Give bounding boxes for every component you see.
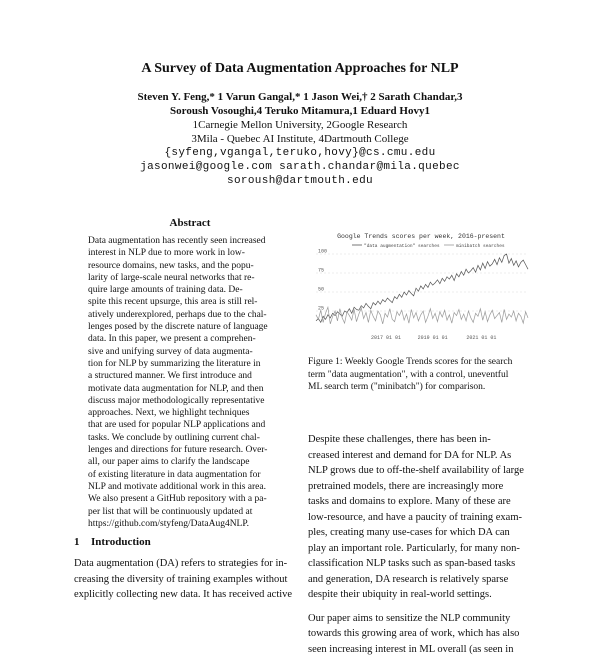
abstract-line: all, our paper aims to clarify the landscape xyxy=(88,456,292,468)
caption-line: Figure 1: Weekly Google Trends scores for the search xyxy=(308,356,534,369)
affiliation-line-2: 3Mila - Quebec AI Institute, 4Dartmouth College xyxy=(0,132,600,146)
paragraph-2-line: towards this growing area of work, which has also xyxy=(308,626,534,642)
paragraph-1-line: NLP grows due to off-the-shelf availability of large xyxy=(308,463,534,479)
introduction-line: creasing the diversity of training examples without xyxy=(74,572,300,588)
abstract-line: approaches. Next, we highlight techniques xyxy=(88,407,292,419)
paper-title: A Survey of Data Augmentation Approaches for NLP xyxy=(0,60,600,77)
paragraph-1-line: play an important role. Particularly, for many non- xyxy=(308,541,534,557)
abstract-line: resource domains, new tasks, and the popu- xyxy=(88,260,292,272)
email-line-2: jasonwei@google.com sarath.chandar@mila.quebec xyxy=(0,160,600,174)
abstract-body xyxy=(88,235,292,530)
abstract-line: lenges posed by the discrete nature of language xyxy=(88,321,292,333)
paragraph-1-line: low-resource, and have a paucity of training exam- xyxy=(308,510,534,526)
paragraph-1-line: and generation, DA research is relatively sparse xyxy=(308,572,534,588)
paragraph-1 xyxy=(308,432,534,603)
paragraph-1-line: Despite these challenges, there has been in- xyxy=(308,432,534,448)
abstract-line: NLP and motivate additional work in this area. xyxy=(88,481,292,493)
abstract-line: that are used for popular NLP applications and xyxy=(88,419,292,431)
y-tick-label: 75 xyxy=(318,268,324,274)
introduction-body xyxy=(74,556,300,603)
abstract-line: Data augmentation has recently seen increased xyxy=(88,235,292,247)
y-tick-label: 100 xyxy=(318,249,327,255)
introduction-line: Data augmentation (DA) refers to strategies for in- xyxy=(74,556,300,572)
caption-line: ML search term ("minibatch") for comparison. xyxy=(308,381,534,394)
introduction-line: explicitly collecting new data. It has received active xyxy=(74,587,300,603)
x-tick-label: 2017 01 01 xyxy=(371,335,401,341)
chart-title: Google Trends scores per week, 2016-present xyxy=(337,233,505,240)
abstract-line: quire large amounts of training data. De- xyxy=(88,284,292,296)
abstract-line: atively underexplored, perhaps due to the chal- xyxy=(88,309,292,321)
abstract-line: tasks. We conclude by outlining current chal- xyxy=(88,432,292,444)
legend-label-series-2: minibatch searches xyxy=(456,243,505,249)
section-number: 1 xyxy=(74,535,91,549)
affiliation-line-1: 1Carnegie Mellon University, 2Google Research xyxy=(0,118,600,132)
email-line-1: {syfeng,vgangal,teruko,hovy}@cs.cmu.edu xyxy=(0,146,600,160)
authors-line-1: Steven Y. Feng,* 1 Varun Gangal,* 1 Jason Wei,† 2 Sarath Chandar,3 xyxy=(0,90,600,104)
abstract-line: https://github.com/styfeng/DataAug4NLP. xyxy=(88,518,292,530)
figure-caption xyxy=(308,356,534,394)
series-line-2 xyxy=(316,307,528,324)
section-title: Introduction xyxy=(91,536,151,548)
abstract-line: lenges and directions for future research. Over- xyxy=(88,444,292,456)
section-heading xyxy=(74,535,300,549)
chart-tick-labels xyxy=(318,249,496,342)
abstract-line: data. In this paper, we present a comprehen- xyxy=(88,333,292,345)
series-line-1 xyxy=(316,254,528,322)
paragraph-1-line: creased interest and demand for DA for NLP. As xyxy=(308,448,534,464)
abstract-line: larity of large-scale neural networks that re- xyxy=(88,272,292,284)
y-tick-label: 50 xyxy=(318,287,324,293)
abstract-line: a structured manner. We first introduce and xyxy=(88,370,292,382)
right-column-body xyxy=(308,432,534,657)
legend-label-series-1: "data augmentation" searches xyxy=(364,243,440,249)
paragraph-1-line: despite their ubiquity in real-world settings. xyxy=(308,587,534,603)
paragraph-1-line: tasks and domains to explore. Many of these are xyxy=(308,494,534,510)
trends-chart xyxy=(308,230,534,352)
paper-header xyxy=(0,90,600,188)
chart-series-group xyxy=(316,254,528,324)
abstract-line: interest in NLP due to more work in low- xyxy=(88,247,292,259)
abstract-line: spite this recent upsurge, this area is still rel- xyxy=(88,296,292,308)
authors-line-2: Soroush Vosoughi,4 Teruko Mitamura,1 Eduard Hovy1 xyxy=(0,104,600,118)
abstract-line: motivate data augmentation for NLP, and then xyxy=(88,383,292,395)
abstract-line: tion for NLP by summarizing the literature in xyxy=(88,358,292,370)
paragraph-1-line: ples, creating many use-cases for which DA can xyxy=(308,525,534,541)
caption-line: term "data augmentation", with a control, uneventful xyxy=(308,369,534,382)
abstract-line: sive and unifying survey of data augmenta- xyxy=(88,346,292,358)
paragraph-2-line: Our paper aims to sensitize the NLP community xyxy=(308,611,534,627)
x-tick-label: 2019 01 01 xyxy=(418,335,448,341)
email-line-3: soroush@dartmouth.edu xyxy=(0,174,600,188)
abstract-heading: Abstract xyxy=(86,216,294,230)
abstract-line: of existing literature in data augmentation for xyxy=(88,469,292,481)
paragraph-1-line: classification NLP tasks such as span-based tasks xyxy=(308,556,534,572)
y-tick-label: 25 xyxy=(318,306,324,312)
x-tick-label: 2021 01 01 xyxy=(466,335,496,341)
abstract-line: per list that will be continuously updated at xyxy=(88,506,292,518)
abstract-line: We also present a GitHub repository with a pa- xyxy=(88,493,292,505)
abstract-line: discuss major methodologically representative xyxy=(88,395,292,407)
paragraph-2 xyxy=(308,611,534,657)
paragraph-1-line: pretrained models, there are increasingly more xyxy=(308,479,534,495)
figure-1 xyxy=(308,230,534,352)
paragraph-2-line: seen increasing interest in ML overall (as seen in xyxy=(308,642,534,657)
